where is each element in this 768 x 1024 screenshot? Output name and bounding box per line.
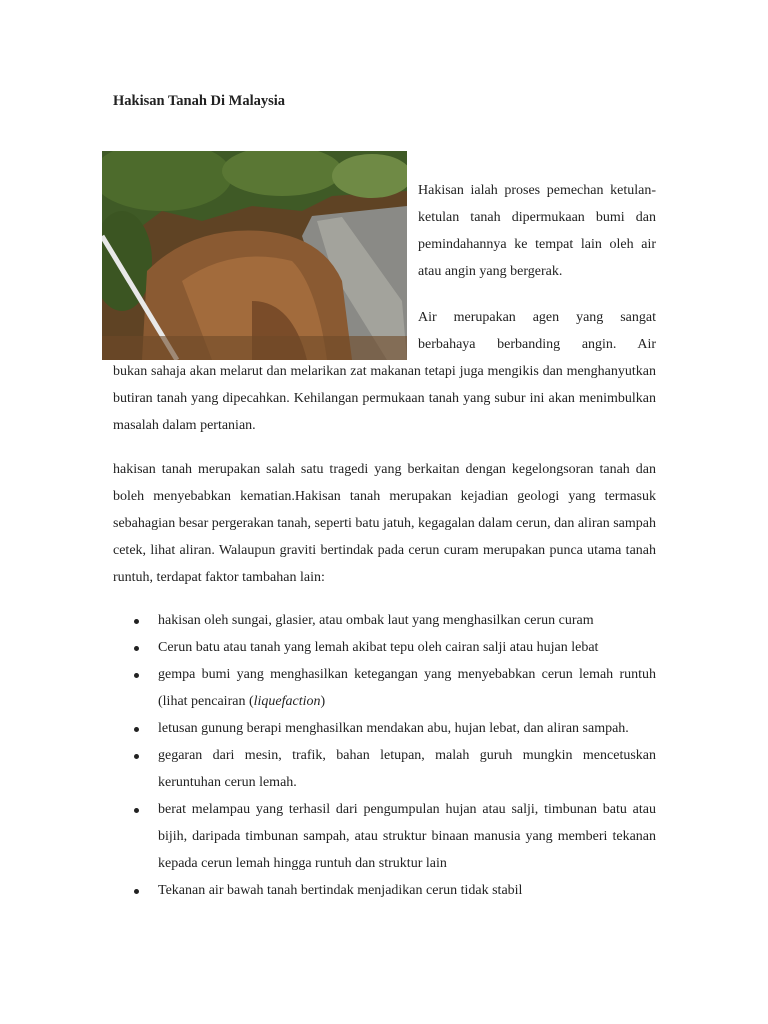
paragraph-water-part2: bukan sahaja akan melarut dan melarikan zat makanan tetapi juga mengikis dan menghanyutkan butiran tanah yang dipecahkan. Kehilangan permukaan tanah yang subur ini akan menimbulkan masalah dalam pertanian. xyxy=(113,364,656,433)
bullet-icon xyxy=(134,808,139,813)
list-item-text: gegaran dari mesin, trafik, bahan letupan, malah guruh mungkin mencetuskan keruntuhan cerun lemah. xyxy=(158,748,656,790)
list-item-text xyxy=(158,661,656,715)
bullet-icon xyxy=(134,673,139,678)
list-item-text-suffix: ) xyxy=(320,694,326,709)
list-item-text-main: gempa bumi yang menghasilkan ketegangan yang menyebabkan cerun lemah runtuh (lihat pencairan ( xyxy=(158,667,656,709)
list-item xyxy=(113,877,656,904)
bullet-icon xyxy=(134,727,139,732)
list-item-text: berat melampau yang terhasil dari pengumpulan hujan atau salji, timbunan batu atau bijih, daripada timbunan sampah, atau struktur binaan manusia yang memberi tekanan kepada cerun lemah hingga runtuh dan struktur lain xyxy=(158,802,656,871)
bullet-icon xyxy=(134,889,139,894)
list-item xyxy=(113,742,656,796)
paragraph-water-part1: Air merupakan agen yang sangat berbahaya berbanding angin. Air xyxy=(418,310,656,352)
list-item-text: Cerun batu atau tanah yang lemah akibat tepu oleh cairan salji atau hujan lebat xyxy=(158,640,599,655)
bullet-icon xyxy=(134,754,139,759)
paragraph-landslide: hakisan tanah merupakan salah satu tragedi yang berkaitan dengan kegelongsoran tanah dan boleh menyebabkan kematian.Hakisan tanah merupakan kejadian geologi yang termasuk sebahagian besar pergerakan tanah, seperti batu jatuh, kegagalan dalam cerun, dan aliran sampah cetek, lihat aliran. Walaupun graviti bertindak pada cerun curam merupakan punca utama tanah runtuh, terdapat faktor tambahan lain: xyxy=(113,462,656,585)
landslide-photo xyxy=(102,151,407,360)
document-title: Hakisan Tanah Di Malaysia xyxy=(113,93,286,109)
list-item xyxy=(113,607,656,634)
list-item-text: Tekanan air bawah tanah bertindak menjadikan cerun tidak stabil xyxy=(158,883,523,898)
list-item-text: hakisan oleh sungai, glasier, atau ombak laut yang menghasilkan cerun curam xyxy=(158,613,594,628)
list-item xyxy=(113,661,656,715)
list-item xyxy=(113,796,656,877)
bullet-icon xyxy=(134,619,139,624)
list-item-text: letusan gunung berapi menghasilkan mendakan abu, hujan lebat, dan aliran sampah. xyxy=(158,721,629,736)
factors-list xyxy=(113,607,656,904)
paragraph-intro: Hakisan ialah proses pemechan ketulan-ketulan tanah dipermukaan bumi dan pemindahannya ke tempat lain oleh air atau angin yang bergerak. xyxy=(418,183,656,279)
bullet-icon xyxy=(134,646,139,651)
list-item xyxy=(113,634,656,661)
list-item xyxy=(113,715,656,742)
liquefaction-term: liquefaction xyxy=(253,694,321,709)
